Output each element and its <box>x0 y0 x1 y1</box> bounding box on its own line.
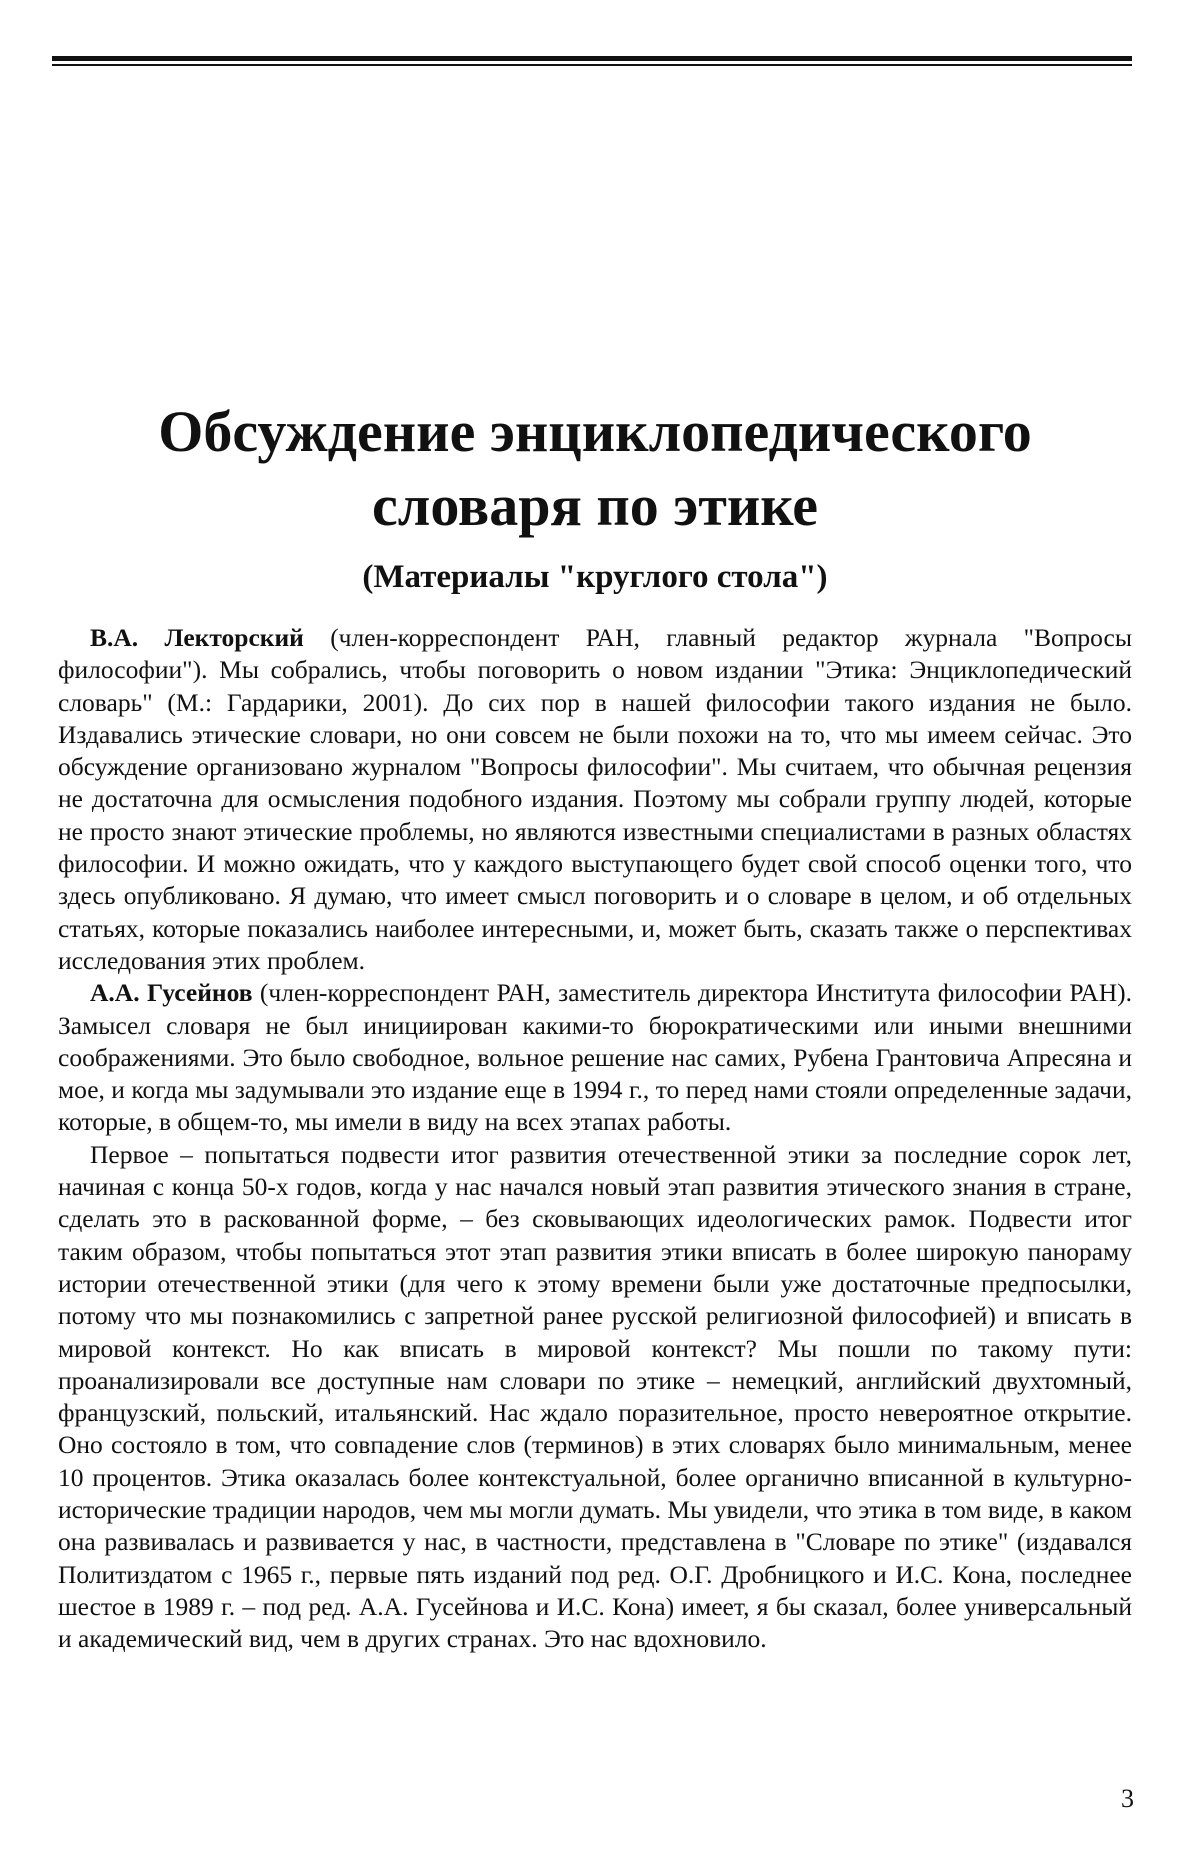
page-number: 3 <box>1121 1784 1134 1813</box>
article-title <box>60 395 1130 543</box>
paragraph-text: (член-корреспондент РАН, главный редактор журнала "Вопросы философии"). Мы собрались, чтобы поговорить о новом издании "Этика: Энциклопедический словарь" (М.: Гардарики, 2001). До сих пор в нашей философии такого издания не было. Издавались этические словари, но они совсем не были похожи на то, что мы имеем сейчас. Это обсуждение организовано журналом "Вопросы философии". Мы считаем, что обычная рецензия не достаточна для осмысления подобного издания. Поэтому мы собрали группу людей, которые не просто знают этические проблемы, но являются известными специалистами в разных областях философии. И можно ожидать, что у каждого выступающего будет свой способ оценки того, что здесь опубликовано. Я думаю, что имеет смысл поговорить и о словаре в целом, и об отдельных статьях, которые показались наиболее интересными, и, может быть, сказать также о перспективах исследования этих проблем. <box>58 623 1132 975</box>
paragraph-guseinov <box>58 977 1132 1138</box>
speaker-name: А.А. Гусейнов <box>90 978 253 1008</box>
paragraph-first-task <box>58 1139 1132 1656</box>
paragraph-lektorsky <box>58 622 1132 977</box>
paragraph-text: Первое – попытаться подвести итог развития отечественной этики за последние сорок лет, начиная с конца 50-х годов, когда у нас начался новый этап развития этического знания в стране, сделать это в раскованной форме, – без сковывающих идеологических рамок. Подвести итог таким образом, чтобы попытаться этот этап развития этики вписать в более широкую панораму истории отечественной этики (для чего к этому времени были уже достаточные предпосылки, потому что мы познакомились с запретной ранее русской религиозной философией) и вписать в мировой контекст. Но как вписать в мировой контекст? Мы пошли по такому пути: проанализировали все доступные нам словари по этике – немецкий, английский двухтомный, французский, польский, итальянский. Нас ждало поразительное, просто невероятное открытие. Оно состояло в том, что совпадение слов (терминов) в этих словарях было минимальным, менее 10 процентов. Этика оказалась более контекстуальной, более органично вписанной в культурно-исторические традиции народов, чем мы могли думать. Мы увидели, что этика в том виде, в каком она развивалась и развивается у нас, в частности, представлена в "Словаре по этике" (издавался Политиздатом с 1965 г., первые пять изданий под ред. О.Г. Дробницкого и И.С. Кона, последнее шестое в 1989 г. – под ред. А.А. Гусейнова и И.С. Кона) имеет, я бы сказал, более универсальный и академический вид, чем в других странах. Это нас вдохновило. <box>58 1139 1132 1654</box>
top-rule-thin <box>52 64 1132 66</box>
article-body <box>58 622 1132 1656</box>
article-subtitle: (Материалы "круглого стола") <box>362 559 828 595</box>
paragraph-text: (член-корреспондент РАН, заместитель директора Института философии РАН). Замысел словаря не был инициирован какими-то бюрократическими или иными внешними соображениями. Это было свободное, вольное решение нас самих, Рубена Грантовича Апресяна и мое, и когда мы задумывали это издание еще в 1994 г., то перед нами стояли определенные задачи, которые, в общем-то, мы имели в виду на всех этапах работы. <box>58 978 1132 1137</box>
speaker-name: В.А. Лекторский <box>90 623 304 652</box>
title-line-2: словаря по этике <box>372 473 818 538</box>
title-line-1: Обсуждение энциклопедического <box>158 399 1032 464</box>
top-rule-thick <box>52 56 1132 61</box>
